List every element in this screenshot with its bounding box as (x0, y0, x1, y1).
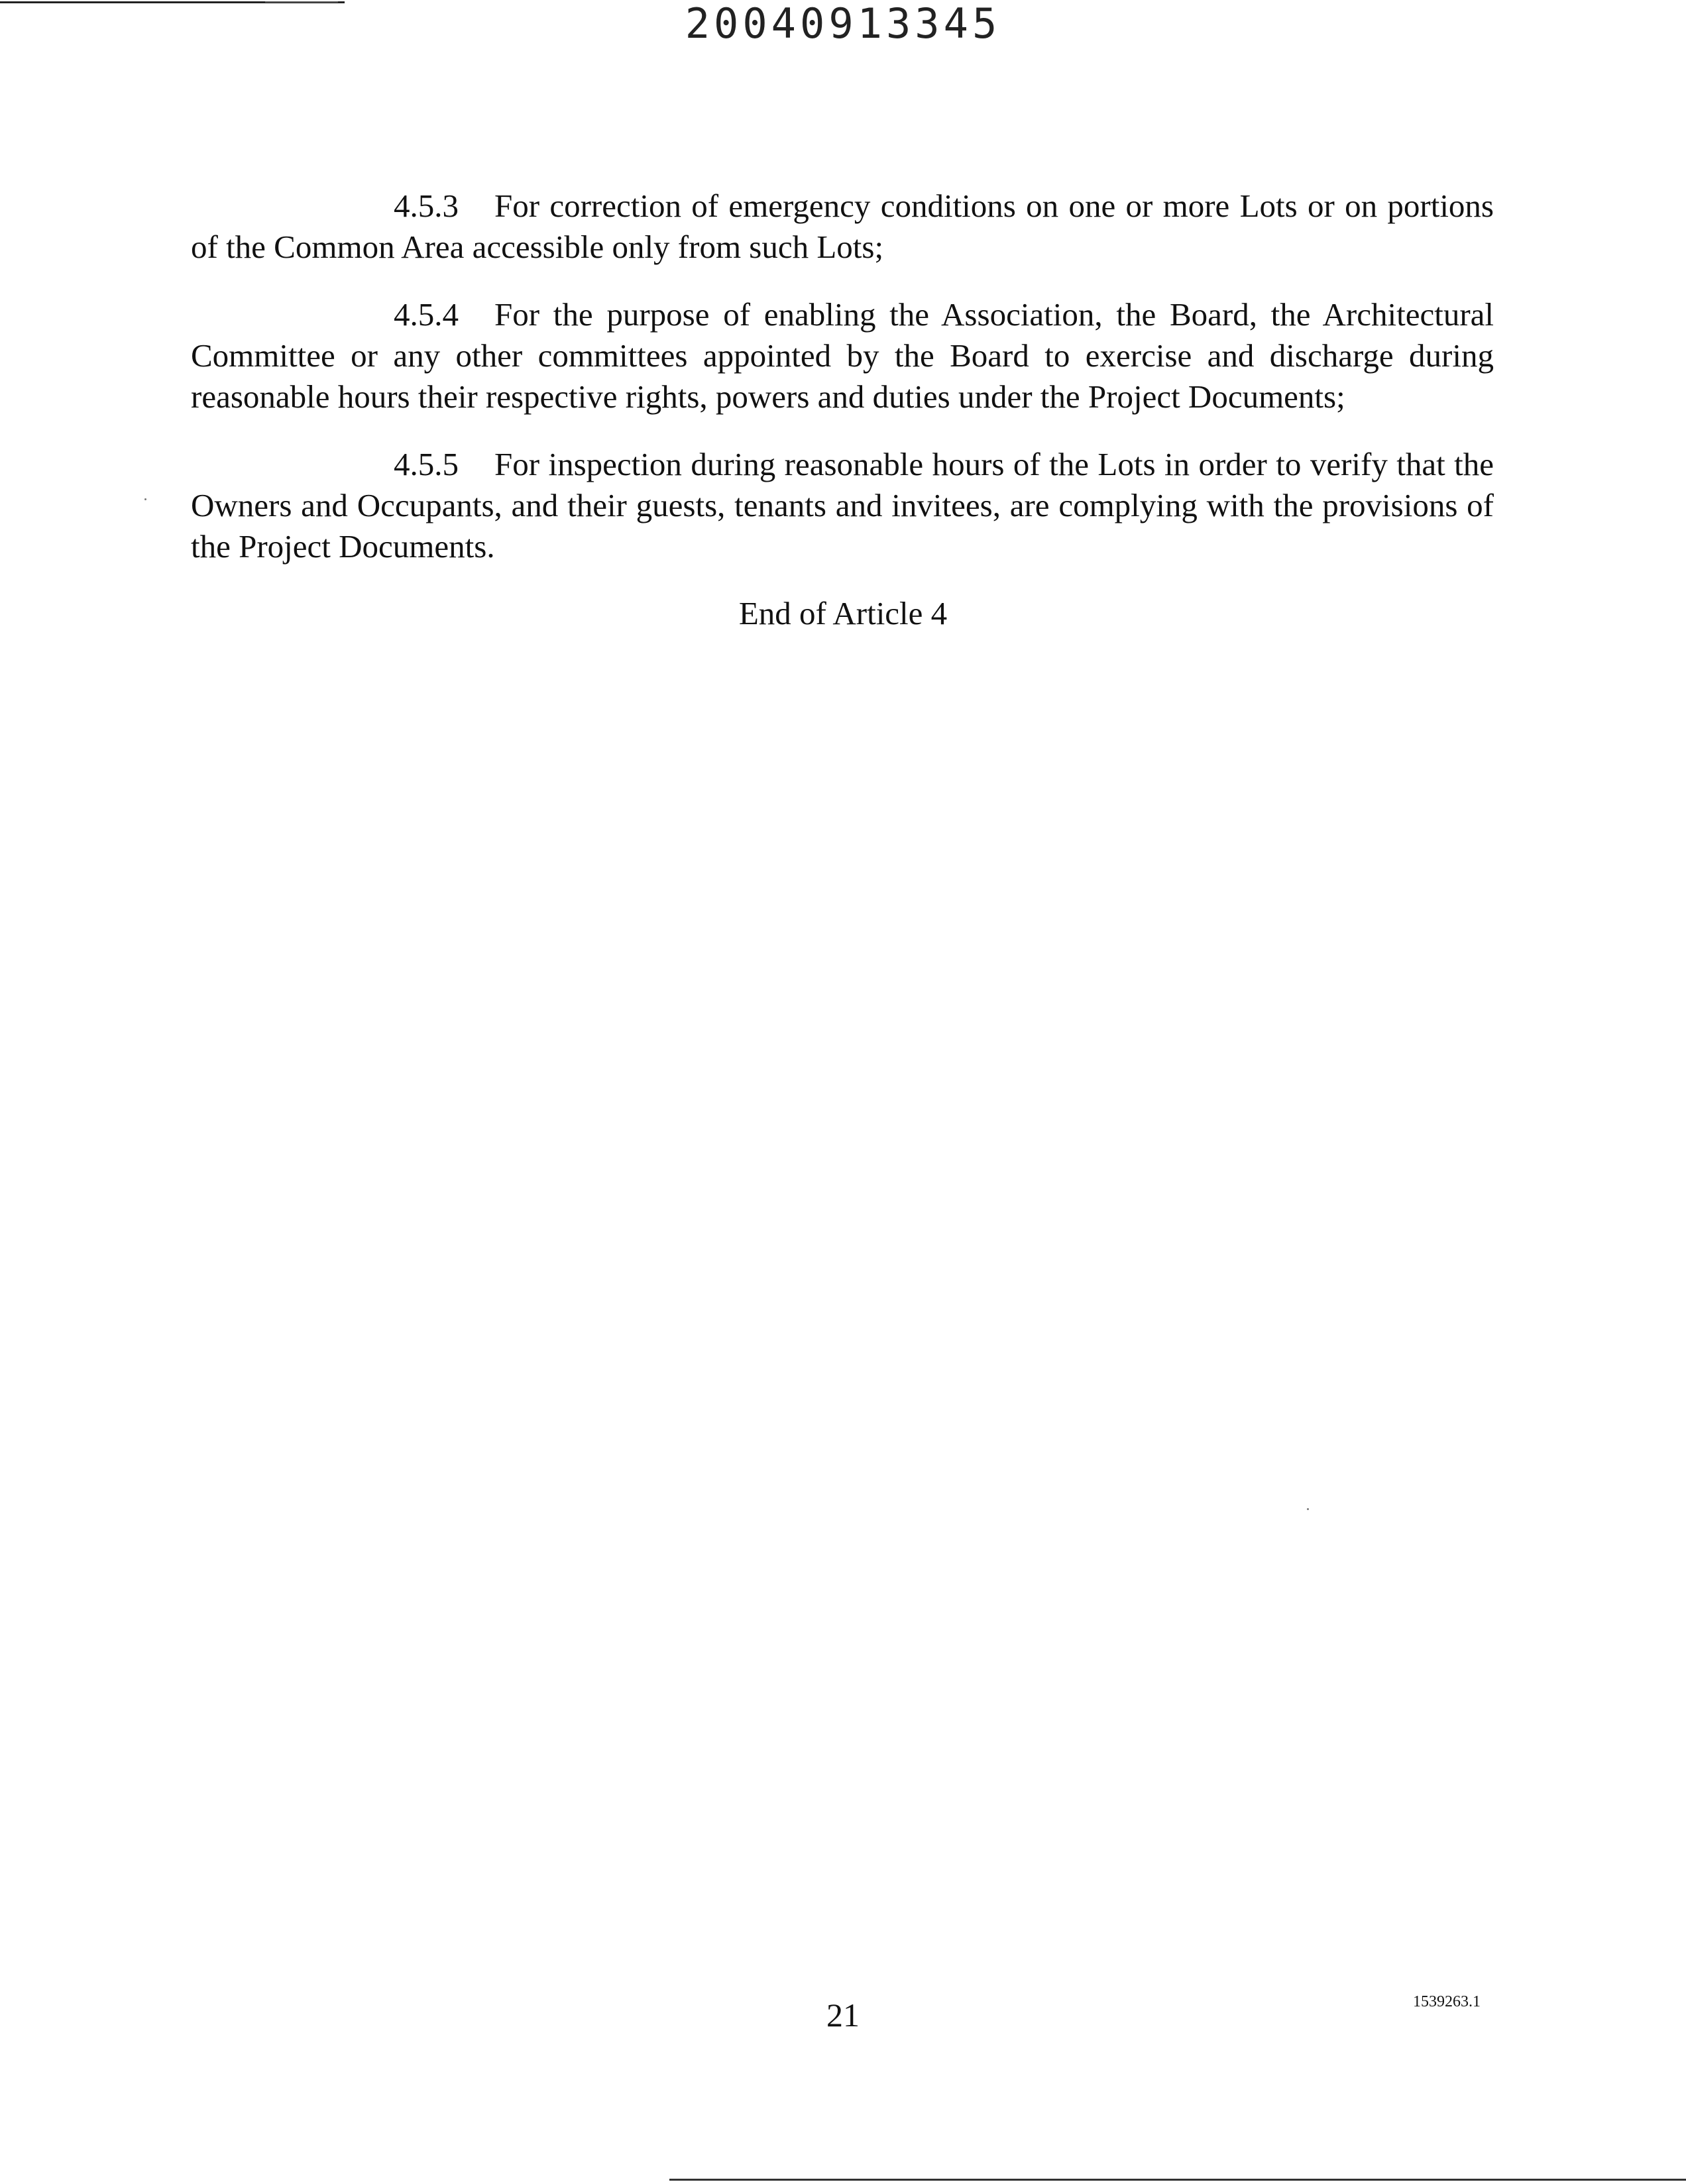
document-id: 1539263.1 (1413, 1993, 1481, 2010)
paragraph-number: 4.5.4 (394, 296, 459, 333)
paragraph-4-5-5 (191, 444, 1494, 567)
scan-speck (144, 498, 146, 500)
paragraph-text: For the purpose of enabling the Association, the Board, the Architectural Committee or any other committees appointed by the Board to exercise and discharge during reasonable hours their respective rights, powers and duties under the Project Documents; (191, 296, 1494, 415)
paragraph-number: 4.5.5 (394, 446, 459, 482)
recording-stamp-number: 20040913345 (685, 0, 1001, 48)
paragraph-text: For correction of emergency conditions on one or more Lots or on portions of the Common Area accessible only from such Lots; (191, 188, 1494, 265)
scan-edge-bottom (669, 2179, 1686, 2181)
paragraph-4-5-4 (191, 294, 1494, 417)
paragraph-number: 4.5.3 (394, 188, 459, 224)
scan-speck (1307, 1508, 1309, 1510)
paragraph-4-5-3 (191, 186, 1494, 268)
end-of-article-label: End of Article 4 (738, 595, 948, 631)
page-number: 21 (826, 1996, 860, 2034)
paragraph-text: For inspection during reasonable hours of the Lots in order to verify that the Owners and Occupants, and their guests, tenants and invitees, are complying with the provisions of the Project Documents. (191, 446, 1494, 565)
